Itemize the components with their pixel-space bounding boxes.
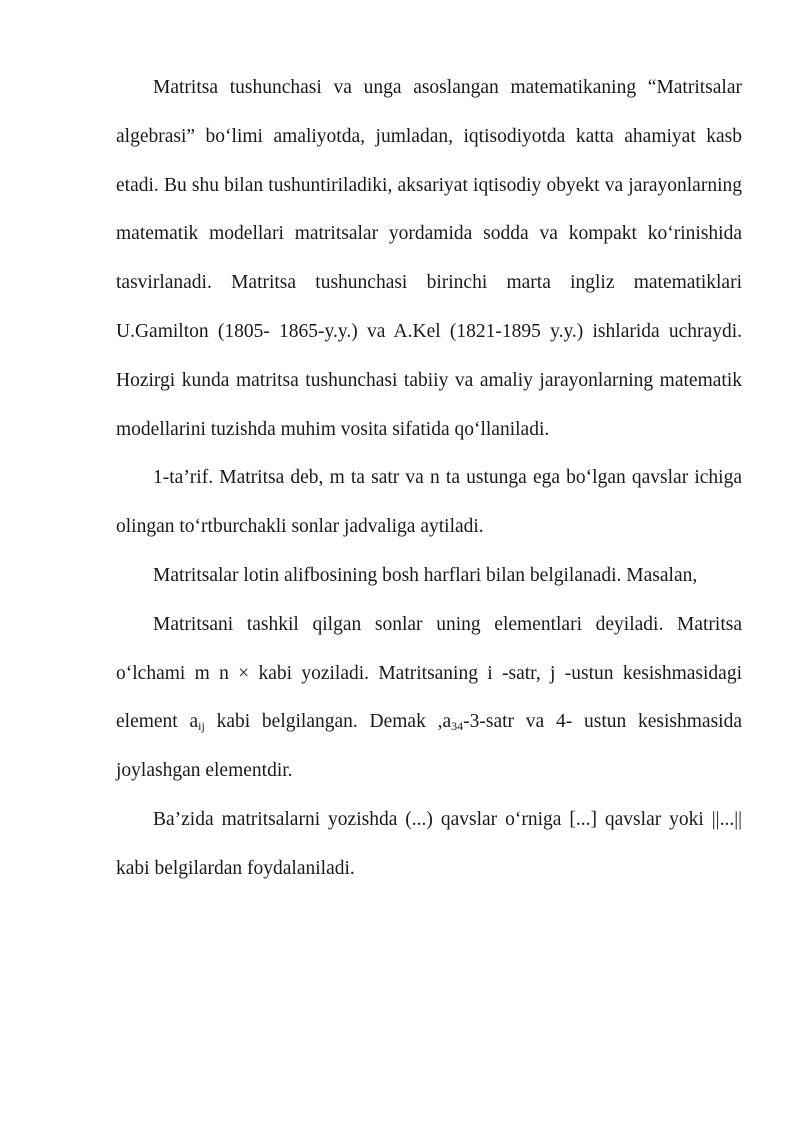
- elements-text-part2: kabi belgilangan. Demak ,a: [204, 711, 452, 733]
- elements-text-part1: Matritsani tashkil qilgan sonlar uning elementlari deyiladi. Matritsa o‘lchami m n × kabi yoziladi. Matritsaning i -satr, j -ustun kesishmasidagi element a: [116, 613, 742, 733]
- document-page: [116, 64, 742, 894]
- paragraph-elements: [116, 601, 742, 796]
- subscript-34: 34: [451, 719, 464, 734]
- paragraph-brackets: Ba’zida matritsalarni yozishda (...) qavslar o‘rniga [...] qavslar yoki ||...|| kabi belgilardan foydalaniladi.: [116, 808, 742, 879]
- paragraph-notation: Matritsalar lotin alifbosining bosh harflari bilan belgilanadi. Masalan,: [153, 564, 698, 586]
- paragraph-definition-1: 1-ta’rif. Matritsa deb, m ta satr va n ta ustunga ega bo‘lgan qavslar ichiga olingan to‘rtburchakli sonlar jadvaliga aytiladi.: [116, 467, 742, 538]
- subscript-ij: ij: [198, 719, 205, 734]
- paragraph-matrix-intro: Matritsa tushunchasi va unga asoslangan matematikaning “Matritsalar algebrasi” bo‘limi amaliyotda, jumladan, iqtisodiyotda katta ahamiyat kasb etadi. Bu shu bilan tushuntiriladiki, aksariyat iqtisodiy obyekt va jarayonlarning matematik modellari matritsalar yordamida sodda va kompakt ko‘rinishida tasvirlanadi. Matritsa tushunchasi birinchi marta ingliz matematiklari U.Gamilton (1805- 1865-y.y.) va A.Kel (1821-1895 y.y.) ishlarida uchraydi. Hozirgi kunda matritsa tushunchasi tabiiy va amaliy jarayonlarning matematik modellarini tuzishda muhim vosita sifatida qo‘llaniladi.: [116, 77, 742, 440]
- elements-text-part3: -3-satr va 4- ustun kesishmasida joylashgan elementdir.: [116, 711, 742, 782]
